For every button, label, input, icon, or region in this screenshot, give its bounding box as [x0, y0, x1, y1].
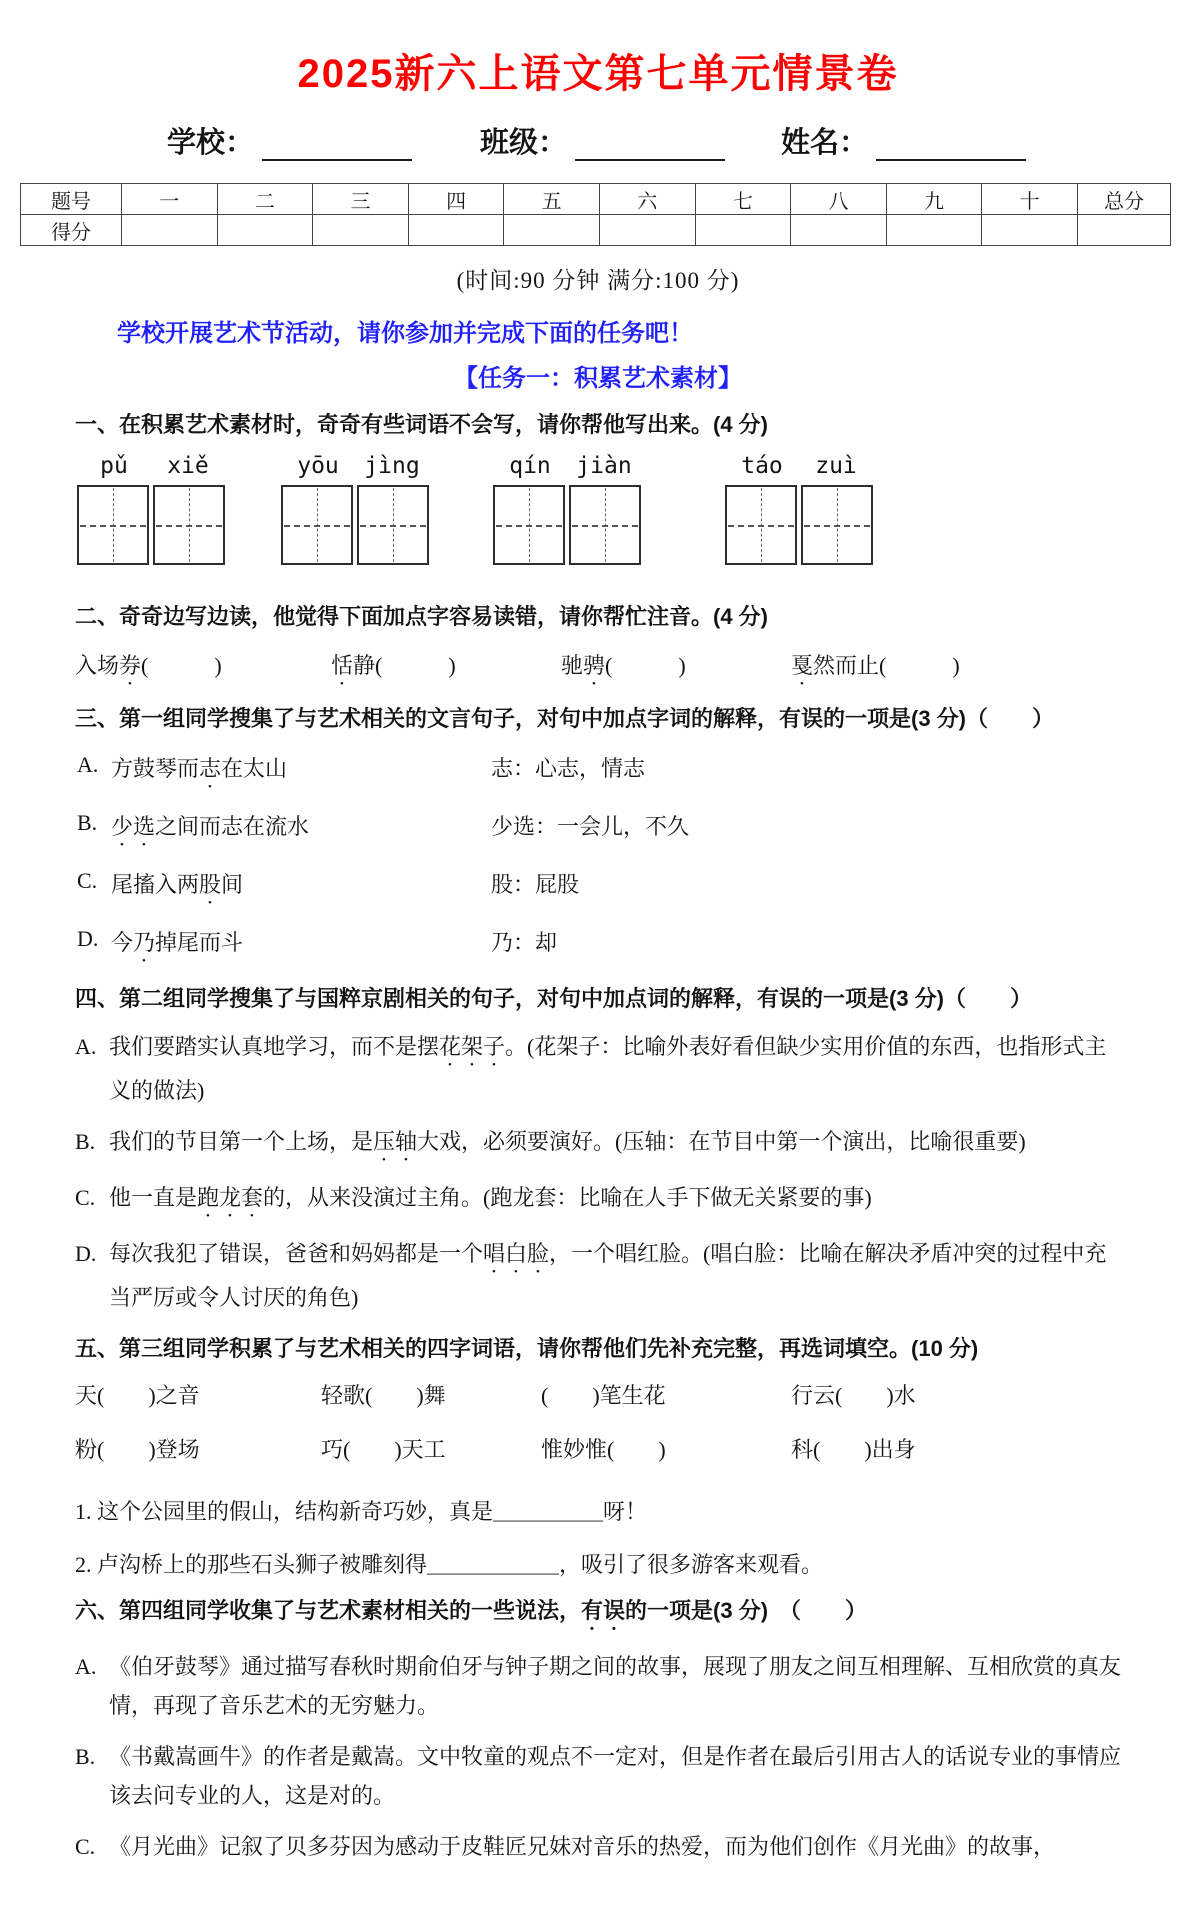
option-label: B. — [75, 1744, 96, 1770]
name-label: 姓名： — [781, 127, 869, 159]
option-label: B. — [75, 1128, 96, 1154]
score-table-col-9: 九 — [886, 184, 982, 215]
pinyin-label: yōu — [297, 452, 339, 479]
horizontal-dashed-line — [572, 525, 638, 527]
idiom-blank-item[interactable]: 轻歌( )舞 — [321, 1382, 446, 1408]
question3-heading: 三、第一组同学搜集了与艺术相关的文言句子，对句中加点字词的解释，有误的一项是(3 分)（ ） — [75, 705, 1055, 731]
horizontal-dashed-line — [728, 525, 794, 527]
score-table-score-label: 得分 — [21, 215, 122, 246]
question4-heading: 四、第二组同学搜集了与国粹京剧相关的句子，对句中加点词的解释，有误的一项是(3 分)（ ） — [75, 985, 1033, 1011]
option-text: 《月光曲》记叙了贝多芬因为感动于皮鞋匠兄妹对音乐的热爱，而为他们创作《月光曲》的故事， — [109, 1834, 1056, 1860]
question2-heading: 二、奇奇边写边读，他觉得下面加点字容易读错，请你帮忙注音。(4 分) — [75, 603, 769, 629]
pinyin-labels — [725, 453, 877, 483]
pinyin-label: xiě — [167, 452, 209, 479]
score-table-col-1: 一 — [122, 184, 218, 215]
score-table — [20, 183, 1171, 246]
student-info-row — [75, 120, 1121, 161]
writing-box[interactable] — [801, 485, 873, 565]
writing-box[interactable] — [77, 485, 149, 565]
horizontal-dashed-line — [496, 525, 562, 527]
score-cell[interactable] — [122, 215, 218, 246]
emphasized-text: 唱白脸 — [483, 1240, 550, 1266]
idiom-blank-item[interactable]: 惟妙惟( ) — [541, 1436, 666, 1462]
option-explanation: 少选：一会儿，不久 — [491, 813, 690, 839]
writing-box[interactable] — [281, 485, 353, 565]
question3-option-C — [75, 868, 1121, 909]
option-sentence — [111, 930, 243, 955]
text-segment: 间 — [221, 871, 244, 897]
school-blank[interactable] — [262, 125, 412, 161]
option-sentence — [111, 756, 287, 781]
option-text: 《书戴嵩画牛》的作者是戴嵩。文中牧童的观点不一定对，但是作者在最后引用古人的话说专业的事情应该去问专业的人，这是对的。 — [109, 1744, 1122, 1809]
option-label: A. — [77, 751, 99, 777]
emphasized-text: 股 — [199, 871, 222, 897]
pinyin-label: jìng — [364, 452, 420, 479]
option-label: A. — [75, 1653, 97, 1679]
pinyin-label: jiàn — [576, 452, 632, 479]
question5-idioms-row1 — [75, 1379, 1121, 1419]
emphasized-text: 压轴 — [373, 1128, 418, 1154]
score-cell[interactable] — [982, 215, 1078, 246]
text-segment: 今 — [111, 929, 134, 955]
score-table-col-2: 二 — [217, 184, 313, 215]
pinyin-group-1 — [77, 453, 229, 565]
pinyin-label: qín — [509, 452, 551, 479]
text-segment: 。(花架子：比喻外表好看但缺少实用价值的东西，也指形式主义的做法) — [109, 1033, 1107, 1103]
question4-option-C — [75, 1178, 1121, 1222]
score-cell[interactable] — [504, 215, 600, 246]
time-score-line: (时间:90 分钟 满分:100 分) — [456, 268, 740, 293]
option-explanation: 股：屁股 — [491, 871, 580, 897]
page-title: 2025新六上语文第七单元情景卷 — [297, 52, 899, 96]
text-segment: 我们的节目第一个上场，是 — [109, 1128, 374, 1154]
horizontal-dashed-line — [360, 525, 426, 527]
horizontal-dashed-line — [80, 525, 146, 527]
class-blank[interactable] — [575, 125, 725, 161]
option-sentence — [111, 872, 243, 897]
score-cell[interactable] — [695, 215, 791, 246]
score-table-col-11: 总分 — [1078, 184, 1171, 215]
question5-fill-item-2[interactable]: 2. 卢沟桥上的那些石头狮子被雕刻得＿＿＿＿＿＿，吸引了很多游客来观看。 — [75, 1551, 824, 1577]
score-cell[interactable] — [599, 215, 695, 246]
score-cell[interactable] — [1078, 215, 1171, 246]
text-segment: ( ) — [375, 652, 456, 678]
option-text: 《伯牙鼓琴》通过描写春秋时期俞伯牙与钟子期之间的故事，展现了朋友之间互相理解、互相欣赏的真友情，再现了音乐艺术的无穷魅力。 — [109, 1653, 1122, 1718]
score-cell[interactable] — [313, 215, 409, 246]
pinyin-label: zuì — [815, 452, 857, 479]
scenario-intro: 学校开展艺术节活动，请你参加并完成下面的任务吧！ — [117, 320, 693, 347]
writing-boxes — [493, 485, 645, 565]
question2-item-1[interactable] — [75, 649, 222, 690]
score-cell[interactable] — [217, 215, 313, 246]
option-label: C. — [75, 1184, 96, 1210]
option-label: A. — [75, 1033, 97, 1059]
pinyin-group-4 — [725, 453, 877, 565]
idiom-blank-item[interactable]: 粉( )登场 — [75, 1436, 200, 1462]
emphasized-text: 戛 — [791, 652, 814, 678]
score-cell[interactable] — [791, 215, 887, 246]
question6-options — [75, 1647, 1121, 1867]
text-segment: ，一个唱红脸。(唱白脸：比喻在解决矛盾冲突的过程中充当严厉或令人讨厌的角色) — [109, 1240, 1107, 1310]
pinyin-group-2 — [281, 453, 433, 565]
pinyin-labels — [493, 453, 645, 483]
text-segment: 入场 — [75, 652, 120, 678]
question5-fill-item-1[interactable]: 1. 这个公园里的假山，结构新奇巧妙，真是＿＿＿＿＿呀！ — [75, 1498, 648, 1524]
pinyin-labels — [77, 453, 229, 483]
question4-option-D — [75, 1234, 1121, 1317]
score-table-question-label: 题号 — [21, 184, 122, 215]
writing-box[interactable] — [153, 485, 225, 565]
question6-heading — [75, 1595, 1121, 1635]
task1-banner: 【任务一：积累艺术素材】 — [454, 365, 742, 392]
text-segment: ( ) — [879, 652, 960, 678]
writing-box[interactable] — [357, 485, 429, 565]
question6-option-B — [75, 1737, 1121, 1815]
idiom-blank-item[interactable]: 行云( )水 — [791, 1382, 916, 1408]
score-table-col-5: 五 — [504, 184, 600, 215]
text-segment: 然而止 — [813, 652, 880, 678]
question4-option-A — [75, 1027, 1121, 1110]
text-segment: 在太山 — [221, 755, 288, 781]
option-label: C. — [75, 1834, 96, 1860]
question1-writing-area — [75, 453, 1121, 585]
question5-heading: 五、第三组同学积累了与艺术相关的四字词语，请你帮他们先补充完整，再选词填空。(10 分) — [75, 1335, 979, 1361]
text-segment: 我们要踏实认真地学习，而不是摆 — [109, 1033, 440, 1059]
option-explanation: 乃：却 — [491, 929, 558, 955]
score-table-col-4: 四 — [408, 184, 504, 215]
score-table-col-3: 三 — [313, 184, 409, 215]
text-segment: 之间而志在流水 — [155, 813, 310, 839]
text-segment: 掉尾而斗 — [155, 929, 244, 955]
horizontal-dashed-line — [284, 525, 350, 527]
option-sentence — [111, 814, 309, 839]
score-table-col-8: 八 — [791, 184, 887, 215]
school-field — [167, 120, 412, 161]
text-segment: ( ) — [141, 652, 222, 678]
text-segment: 方鼓琴而 — [111, 755, 200, 781]
option-label: D. — [77, 925, 99, 951]
writing-boxes — [725, 485, 877, 565]
question4-options — [75, 1027, 1121, 1317]
question6-option-A — [75, 1647, 1121, 1725]
question3-option-B — [75, 810, 1121, 851]
idiom-blank-item[interactable]: ( )笔生花 — [541, 1382, 666, 1408]
horizontal-dashed-line — [156, 525, 222, 527]
writing-boxes — [281, 485, 433, 565]
score-table-col-6: 六 — [599, 184, 695, 215]
writing-boxes — [77, 485, 229, 565]
class-label: 班级： — [480, 127, 568, 159]
score-table-col-10: 十 — [982, 184, 1078, 215]
text-segment: ( ) — [605, 652, 686, 678]
name-field — [781, 120, 1026, 161]
question2-item-4[interactable] — [791, 649, 960, 690]
question4-option-B — [75, 1122, 1121, 1166]
question3-option-D — [75, 926, 1121, 967]
emphasized-text: 志 — [199, 755, 222, 781]
text-segment: 大戏，必须要演好。(压轴：在节目中第一个演出，比喻很重要) — [417, 1128, 1026, 1154]
question2-item-3[interactable] — [561, 649, 686, 690]
class-field — [480, 120, 725, 161]
question1-heading: 一、在积累艺术素材时，奇奇有些词语不会写，请你帮他写出来。(4 分) — [75, 412, 769, 437]
emphasized-text: 跑龙套 — [197, 1184, 264, 1210]
emphasized-text: 骋 — [583, 652, 606, 678]
option-label: C. — [77, 867, 98, 893]
text-segment: 驰 — [561, 652, 584, 678]
emphasized-text: 花架子 — [439, 1033, 506, 1059]
question3-option-A — [75, 752, 1121, 793]
idiom-blank-item[interactable]: 巧( )天工 — [321, 1436, 446, 1462]
writing-box[interactable] — [725, 485, 797, 565]
emphasized-text: 恬 — [331, 652, 354, 678]
score-table-score-row — [21, 215, 1171, 246]
name-blank[interactable] — [876, 125, 1026, 161]
horizontal-dashed-line — [804, 525, 870, 527]
score-cell[interactable] — [886, 215, 982, 246]
writing-box[interactable] — [493, 485, 565, 565]
pinyin-label: pǔ — [100, 452, 128, 479]
question2-item-2[interactable] — [331, 649, 456, 690]
text-segment: 他一直是 — [109, 1184, 198, 1210]
pinyin-group-3 — [493, 453, 645, 565]
school-label: 学校： — [167, 127, 255, 159]
score-cell[interactable] — [408, 215, 504, 246]
idiom-blank-item[interactable]: 科( )出身 — [791, 1436, 916, 1462]
emphasized-text: 有误 — [581, 1597, 626, 1623]
question3-options — [75, 752, 1121, 967]
emphasized-text: 乃 — [133, 929, 156, 955]
text-segment: 静 — [353, 652, 376, 678]
text-segment: 的，从来没演过主角。(跑龙套：比喻在人手下做无关紧要的事) — [263, 1184, 872, 1210]
emphasized-text: 少选 — [111, 813, 156, 839]
score-table-header-row — [21, 184, 1171, 215]
text-segment: 六、第四组同学收集了与艺术素材相关的一些说法， — [75, 1597, 582, 1623]
writing-box[interactable] — [569, 485, 641, 565]
option-explanation: 志：心志，情志 — [491, 755, 646, 781]
option-label: B. — [77, 809, 98, 835]
question5-idioms-row2 — [75, 1433, 1121, 1473]
idiom-blank-item[interactable]: 天( )之音 — [75, 1382, 200, 1408]
pinyin-labels — [281, 453, 433, 483]
text-segment: 的一项是(3 分) （ ） — [625, 1597, 868, 1623]
emphasized-text: 券 — [119, 652, 142, 678]
score-table-col-7: 七 — [695, 184, 791, 215]
pinyin-label: táo — [741, 452, 783, 479]
question6-option-C — [75, 1827, 1121, 1866]
text-segment: 尾搐入两 — [111, 871, 200, 897]
option-label: D. — [75, 1240, 97, 1266]
question2-items-row — [75, 649, 1121, 687]
text-segment: 每次我犯了错误，爸爸和妈妈都是一个 — [109, 1240, 484, 1266]
